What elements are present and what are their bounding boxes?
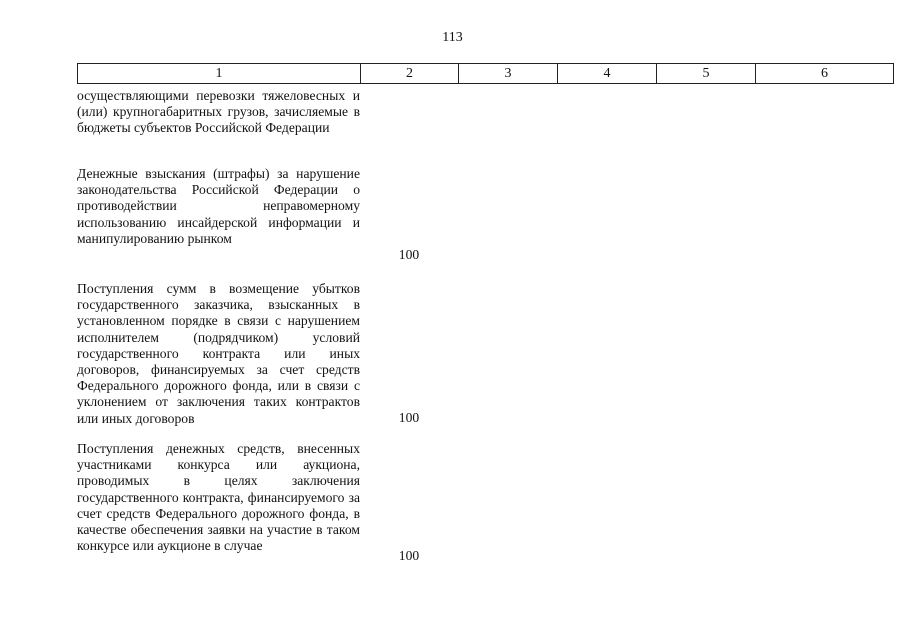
column-header-5: 5 (657, 64, 756, 84)
page-number: 113 (442, 30, 463, 45)
table-row (77, 88, 360, 137)
row-description: Денежные взыскания (штрафы) за нарушение законодательства Российской Федерации о противодействии неправомерному использованию инсайдерской информации и манипулированию рынком (77, 166, 360, 246)
column-header-3: 3 (459, 64, 558, 84)
row-value: 100 (398, 410, 420, 425)
row-value: 100 (398, 247, 420, 262)
column-header-2: 2 (361, 64, 459, 84)
table-row (77, 441, 360, 554)
table-row (77, 166, 360, 247)
column-header-6: 6 (756, 64, 894, 84)
row-description: осуществляющими перевозки тяжеловесных и (или) крупногабаритных грузов, зачисляемые в бюджеты субъектов Российской Федерации (77, 88, 360, 136)
column-header-table (77, 63, 894, 84)
row-description: Поступления сумм в возмещение убытков государственного заказчика, взысканных в установленном порядке в связи с нарушением исполнителем (подрядчиком) условий государственного контракта или иных договоров, финансируемых за счет средств Федерального дорожного фонда, или в связи с уклонением от заключения таких контрактов или иных договоров (77, 281, 360, 426)
table-row (77, 281, 360, 427)
row-description: Поступления денежных средств, внесенных участниками конкурса или аукциона, проводимых в целях заключения государственного контракта, финансируемого за счет средств Федерального дорожного фонда, в качестве обеспечения заявки на участие в таком конкурсе или аукционе в случае (77, 441, 360, 554)
row-value: 100 (398, 548, 420, 563)
column-header-4: 4 (558, 64, 657, 84)
column-header-1: 1 (78, 64, 361, 84)
column-header-row (78, 64, 894, 84)
